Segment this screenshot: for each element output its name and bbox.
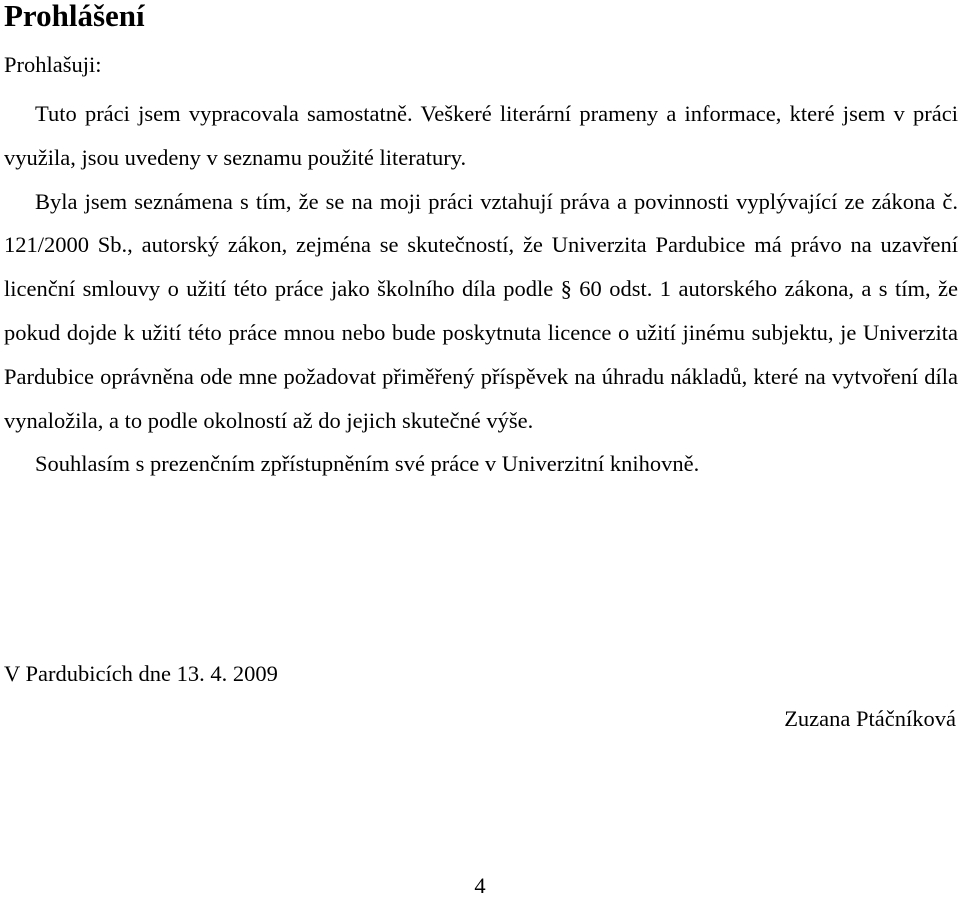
author-signature-name: Zuzana Ptáčníková [784,706,956,731]
declaration-label: Prohlašuji: [4,52,102,77]
page-title: Prohlášení [4,0,145,33]
paragraph-library-consent: Souhlasím s prezenčním zpřístupněním své práce v Univerzitní knihovně. [35,451,700,477]
paragraph-copyright-law: Byla jsem seznámena s tím, že se na moji práci vztahují práva a povinnosti vyplývající ze zákona č. 121/2000 Sb., autorský zákon, zejména se skutečností, že Univerzita Pardubice má právo na uzavření licenční smlouvy o užití této práce jako školního díla podle § 60 odst. 1 autorského zákona, a s tím, že pokud dojde k užití této práce mnou nebo bude poskytnuta licence o užití jinému subjektu, je Univerzita Pardubice oprávněna ode mne požadovat přiměřený příspěvek na úhradu nákladů, které na vytvoření díla vynaložila, a to podle okolností až do jejich skutečné výše. [4,188,958,433]
place-and-date: V Pardubicích dne 13. 4. 2009 [4,661,278,686]
declaration-body [4,92,958,486]
page-number: 4 [474,873,486,898]
paragraph-independent-work: Tuto práci jsem vypracovala samostatně. Veškeré literární prameny a informace, které jsem v práci využila, jsou uvedeny v seznamu použité literatury. [4,101,958,170]
